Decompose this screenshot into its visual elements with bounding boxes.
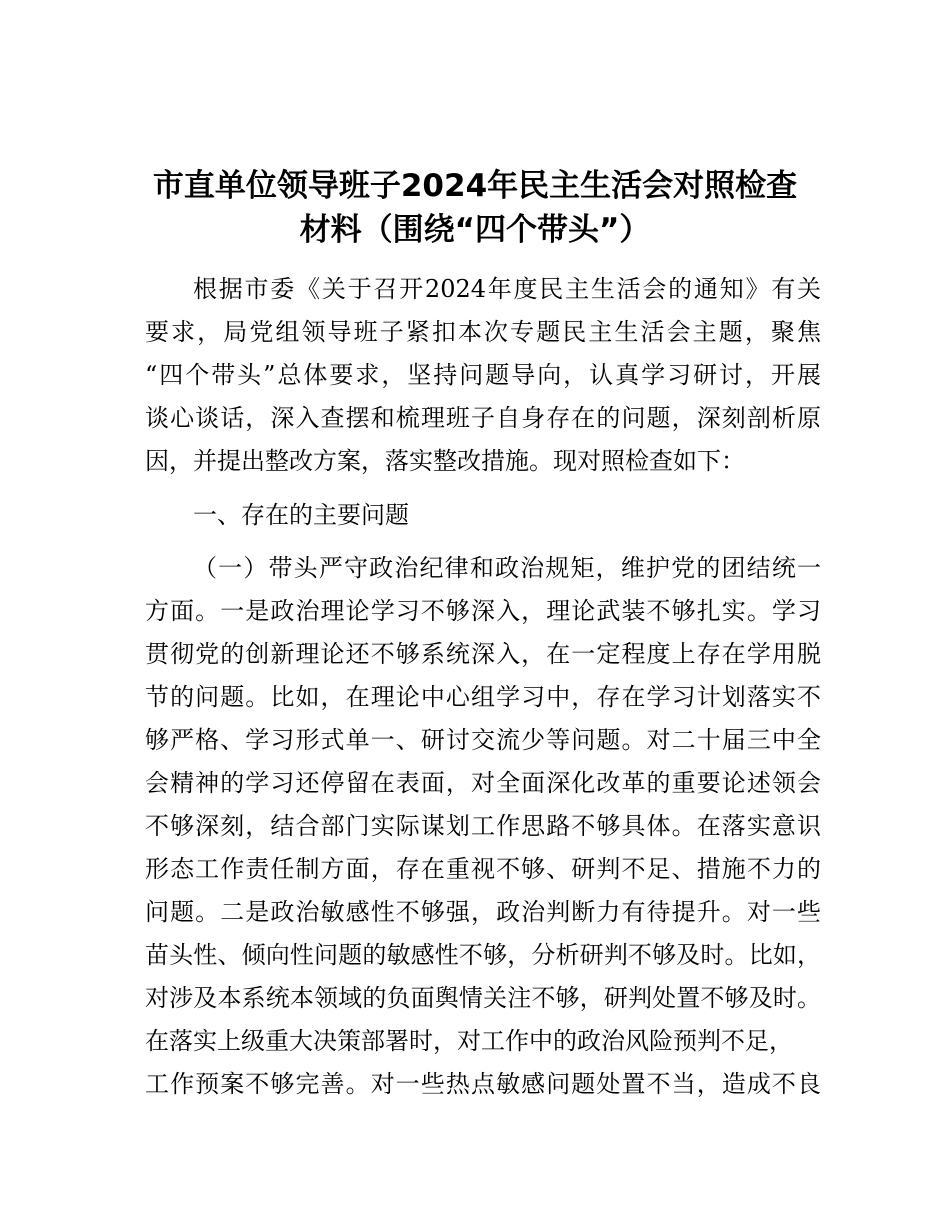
- body-line: 根据市委《关于召开2024年度民主生活会的通知》有关: [193, 275, 821, 303]
- body-line: “四个带头”总体要求，坚持问题导向，认真学习研讨，开展: [145, 361, 821, 389]
- body-line: 苗头性、倾向性问题的敏感性不够，分析研判不够及时。比如，: [145, 941, 821, 969]
- body-line: 要求，局党组领导班子紧扣本次专题民主生活会主题，聚焦: [145, 318, 821, 346]
- body-line: 形态工作责任制方面，存在重视不够、研判不足、措施不力的: [145, 855, 821, 883]
- body-line: 够严格、学习形式单一、研讨交流少等问题。对二十届三中全: [145, 726, 821, 754]
- section-heading: 一、存在的主要问题: [193, 501, 409, 529]
- body-line: 问题。二是政治敏感性不够强，政治判断力有待提升。对一些: [145, 898, 821, 926]
- body-line: 贯彻党的创新理论还不够系统深入，在一定程度上存在学用脱: [145, 640, 821, 668]
- body-line: 在落实上级重大决策部署时，对工作中的政治风险预判不足，: [145, 1027, 793, 1055]
- body-line: 节的问题。比如，在理论中心组学习中，存在学习计划落实不: [145, 683, 821, 711]
- body-line: （一）带头严守政治纪律和政治规矩，维护党的团结统一: [193, 554, 821, 582]
- body-line: 不够深刻，结合部门实际谋划工作思路不够具体。在落实意识: [145, 812, 821, 840]
- document-title-line-2: 材料（围绕“四个带头”）: [299, 212, 651, 248]
- body-line: 因，并提出整改方案，落实整改措施。现对照检查如下：: [145, 447, 745, 475]
- body-line: 工作预案不够完善。对一些热点敏感问题处置不当，造成不良: [145, 1070, 821, 1098]
- body-line: 对涉及本系统本领域的负面舆情关注不够，研判处置不够及时。: [145, 984, 821, 1012]
- body-line: 会精神的学习还停留在表面，对全面深化改革的重要论述领会: [145, 769, 821, 797]
- body-line: 方面。一是政治理论学习不够深入，理论武装不够扎实。学习: [145, 597, 821, 625]
- document-title-line-1: 市直单位领导班子2024年民主生活会对照检查: [152, 168, 798, 204]
- body-line: 谈心谈话，深入查摆和梳理班子自身存在的问题，深刻剖析原: [145, 404, 821, 432]
